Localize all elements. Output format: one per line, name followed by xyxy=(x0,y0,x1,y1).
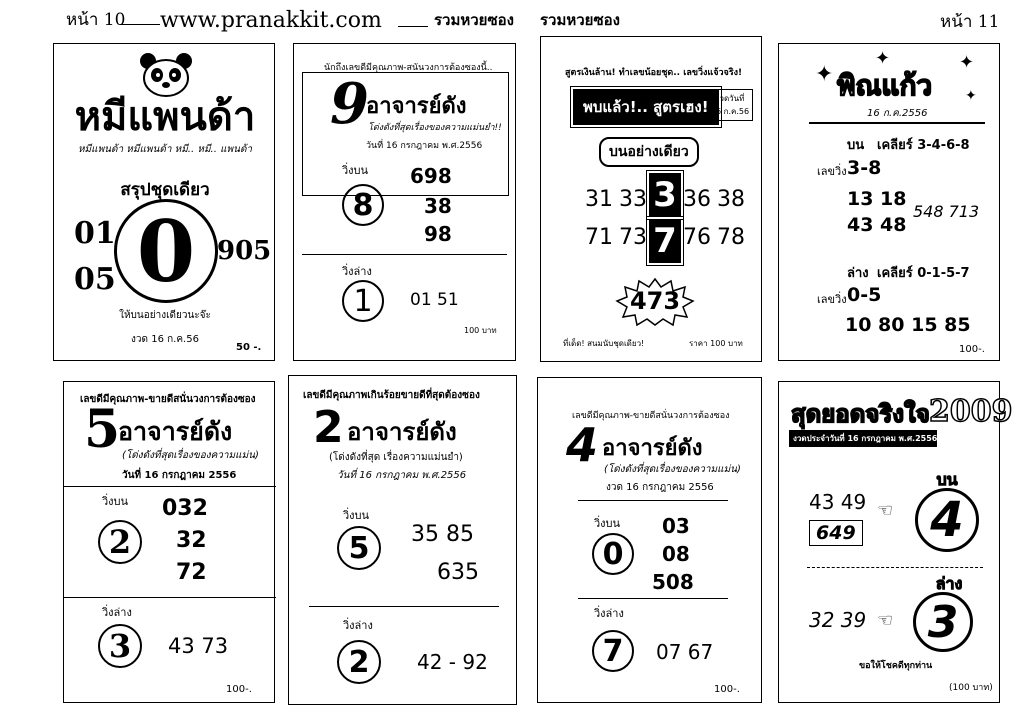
card-title: หมีแพนด้า xyxy=(74,93,256,140)
brand-title: อาจารย์ดัง xyxy=(118,417,233,446)
highlight-digit: 7 xyxy=(649,219,681,263)
bottom-pairs: 10 80 15 85 xyxy=(845,314,971,336)
top-digit-circle: 2 xyxy=(98,520,142,564)
top-pairs: 43 48 xyxy=(847,214,907,236)
top-number: 32 xyxy=(176,528,207,553)
top-run: 3-8 xyxy=(847,157,882,179)
brand-number: 9 xyxy=(330,71,369,137)
bottom-pair: 32 39 xyxy=(809,608,867,632)
star-icon: ✦ xyxy=(965,88,977,104)
bottom-label: วิ่งล่าง xyxy=(342,265,372,278)
top-label: บน xyxy=(936,470,958,489)
pointing-hand-icon: ☜ xyxy=(877,610,894,631)
bottom-label: วิ่งล่าง xyxy=(594,607,624,620)
bottom-label: ล่าง xyxy=(847,266,869,281)
bottom-run-label: เลขวิ่ง xyxy=(817,293,847,306)
bottom-digit-circle: 7 xyxy=(592,630,634,672)
top-run-label: เลขวิ่ง xyxy=(817,165,847,178)
bottom-digit-circle: 3 xyxy=(98,624,142,668)
top-numbers: 35 85 xyxy=(411,522,474,547)
price: 100-. xyxy=(714,684,740,695)
card-formula xyxy=(540,36,762,362)
bottom-label: วิ่งล่าง xyxy=(343,619,373,632)
bottom-numbers: 01 51 xyxy=(410,290,459,310)
subtitle: โด่งดังที่สุดเรื่องของความแม่นยำ!! xyxy=(368,123,502,133)
divider xyxy=(302,254,507,255)
top-number: 032 xyxy=(162,496,208,521)
footer-left: ที่เด็ด! สนมนับชุดเดียว! xyxy=(563,339,645,348)
card-ajarn-4 xyxy=(537,377,762,703)
top-number: 38 xyxy=(424,194,452,218)
date: งวด 16 กรกฎาคม 2556 xyxy=(606,482,714,493)
brand-title: อาจารย์ดัง xyxy=(347,418,457,446)
card-panda xyxy=(53,43,275,361)
divider xyxy=(578,598,728,599)
label: บนอย่างเดียว xyxy=(599,137,699,167)
brand-title: อาจารย์ดัง xyxy=(602,436,703,461)
top-number: 698 xyxy=(410,164,452,188)
card-title: พิณแก้ว xyxy=(837,69,933,102)
group-label-left: รวมหวยซอง xyxy=(434,11,514,29)
bottom-numbers: 42 - 92 xyxy=(417,650,488,674)
card-ajarn-2 xyxy=(288,375,517,705)
card-pinkaew xyxy=(778,43,1000,361)
highlight-digit: 3 xyxy=(649,173,681,217)
bottom-label: ล่าง xyxy=(935,574,963,593)
card-title: สุดยอดจริงใจ xyxy=(791,400,930,428)
top-pair: 43 49 xyxy=(809,490,867,514)
date-bar: งวดประจำวันที่ 16 กรกฎาคม พ.ศ.2556 xyxy=(789,430,937,447)
price: 100-. xyxy=(959,344,985,355)
top-number: 98 xyxy=(424,222,452,246)
divider xyxy=(64,597,276,598)
top-numbers: 635 xyxy=(437,560,479,585)
summary-label: สรุปชุดเดียว xyxy=(120,180,210,200)
subtitle: (โด่งดังที่สุดเรื่องของความแม่น) xyxy=(122,450,259,461)
card-ajarn-9 xyxy=(293,43,516,361)
card-tagline: หมีแพนด้า หมีแพนด้า หมี.. หมี.. แพนด้า xyxy=(77,144,253,155)
subtitle: (โด่งดังที่สุด เรื่องความแม่นยำ) xyxy=(329,452,463,463)
header-rule-left xyxy=(120,24,160,25)
note: ให้บนอย่างเดียวนะจ๊ะ xyxy=(119,310,211,321)
number: 38 xyxy=(717,187,745,212)
star-icon: ✦ xyxy=(875,48,891,69)
burst-number: 473 xyxy=(629,287,681,315)
draw-date: งวด 16 ก.ค.56 xyxy=(131,334,199,345)
brand-number: 4 xyxy=(566,418,599,472)
top-digit-circle: 5 xyxy=(337,526,381,570)
left-number: 01 xyxy=(74,216,116,251)
price: 100-. xyxy=(226,684,252,695)
divider xyxy=(64,486,276,487)
divider xyxy=(809,122,985,124)
number: 33 xyxy=(619,187,647,212)
top-line: สูตรเงินล้าน! ทำเลขน้อยชุด.. เลขวิ่งแจ้วจริง! xyxy=(565,68,743,78)
top-label: วิ่งบน xyxy=(594,517,621,530)
bottom-digit-circle: 3 xyxy=(913,592,973,652)
page-number-left: หน้า 10 xyxy=(66,10,126,30)
footer: ขอให้โชคดีทุกท่าน xyxy=(859,661,933,671)
number: 36 xyxy=(683,187,711,212)
date: 16 ก.ค.2556 xyxy=(867,108,928,119)
brand-title: อาจารย์ดัง xyxy=(366,94,467,119)
number: 73 xyxy=(619,225,647,250)
top-clear: เคลียร์ 3-4-6-8 xyxy=(877,138,970,153)
date: วันที่ 16 กรกฎาคม 2556 xyxy=(122,470,237,481)
top-line: เลขดีมีคุณภาพ-ขายดีสนั่นวงการต้องซอง xyxy=(80,394,256,405)
subtitle: (โด่งดังที่สุดเรื่องของความแม่น) xyxy=(604,464,741,475)
date-box: งวดวันที่ 16 ก.ค.56 xyxy=(707,89,753,121)
top-label: วิ่งบน xyxy=(343,509,370,522)
top-digit-circle: 4 xyxy=(915,488,979,552)
date: วันที่ 16 กรกฎาคม พ.ศ.2556 xyxy=(366,141,483,151)
price: (100 บาท) xyxy=(949,683,993,693)
bottom-numbers: 07 67 xyxy=(656,640,714,664)
top-label: วิ่งบน xyxy=(102,495,129,508)
divider xyxy=(807,567,983,568)
bottom-numbers: 43 73 xyxy=(168,634,229,658)
number: 71 xyxy=(585,225,613,250)
top-pairs: 13 18 xyxy=(847,188,907,210)
pointing-hand-icon: ☜ xyxy=(877,500,894,521)
bottom-digit-circle: 1 xyxy=(342,280,384,322)
header-rule-mid xyxy=(398,26,428,27)
top-line: เลขดีมีคุณภาพ-ขายดีสนั่นวงการต้องซอง xyxy=(572,411,730,421)
top-number: 508 xyxy=(652,570,694,594)
top-box: 649 xyxy=(809,520,863,546)
footer-right: ราคา 100 บาท xyxy=(689,339,743,348)
number: 78 xyxy=(717,225,745,250)
number: 31 xyxy=(585,187,613,212)
divider xyxy=(309,606,499,607)
divider xyxy=(578,500,728,501)
top-number: 08 xyxy=(662,542,690,566)
bottom-run: 0-5 xyxy=(847,284,882,306)
right-number: 905 xyxy=(217,236,272,266)
brand-number: 2 xyxy=(313,402,344,453)
top-label: วิ่งบน xyxy=(342,164,369,177)
top-digit-circle: 0 xyxy=(592,533,634,575)
card-ajarn-5 xyxy=(63,381,275,703)
top-line: นักถึงเลขดีมีคุณภาพ-สนันวงการต้องซองนี้.. xyxy=(324,63,493,73)
group-label-right: รวมหวยซอง xyxy=(540,11,620,29)
top-number: 72 xyxy=(176,560,207,585)
bottom-digit-circle: 2 xyxy=(337,640,381,684)
star-icon: ✦ xyxy=(815,62,834,87)
bottom-clear: เคลียร์ 0-1-5-7 xyxy=(877,266,970,281)
site-url[interactable]: www.pranakkit.com xyxy=(160,8,382,33)
left-number: 05 xyxy=(74,262,116,297)
top-label: บน xyxy=(847,138,865,153)
number: 76 xyxy=(683,225,711,250)
year: 2009 xyxy=(929,394,1013,429)
bottom-label: วิ่งล่าง xyxy=(102,606,132,619)
top-extra: 548 713 xyxy=(913,202,980,221)
price: 50 -. xyxy=(236,342,262,353)
page-number-right: หน้า 11 xyxy=(940,12,1000,32)
big-digit-circle: 0 xyxy=(114,199,218,303)
star-icon: ✦ xyxy=(959,52,975,73)
top-digit-circle: 8 xyxy=(342,184,384,226)
top-number: 03 xyxy=(662,514,690,538)
brand-number: 5 xyxy=(84,399,121,460)
card-sudyod xyxy=(778,381,1013,703)
price: 100 บาท xyxy=(464,326,497,335)
banner: พบแล้ว!.. สูตรเฮง! xyxy=(573,89,719,125)
top-line: เลขดีมีคุณภาพเกินร้อยขายดีที่สุดต้องซอง xyxy=(303,390,480,401)
date: วันที่ 16 กรกฎาคม พ.ศ.2556 xyxy=(337,470,467,481)
